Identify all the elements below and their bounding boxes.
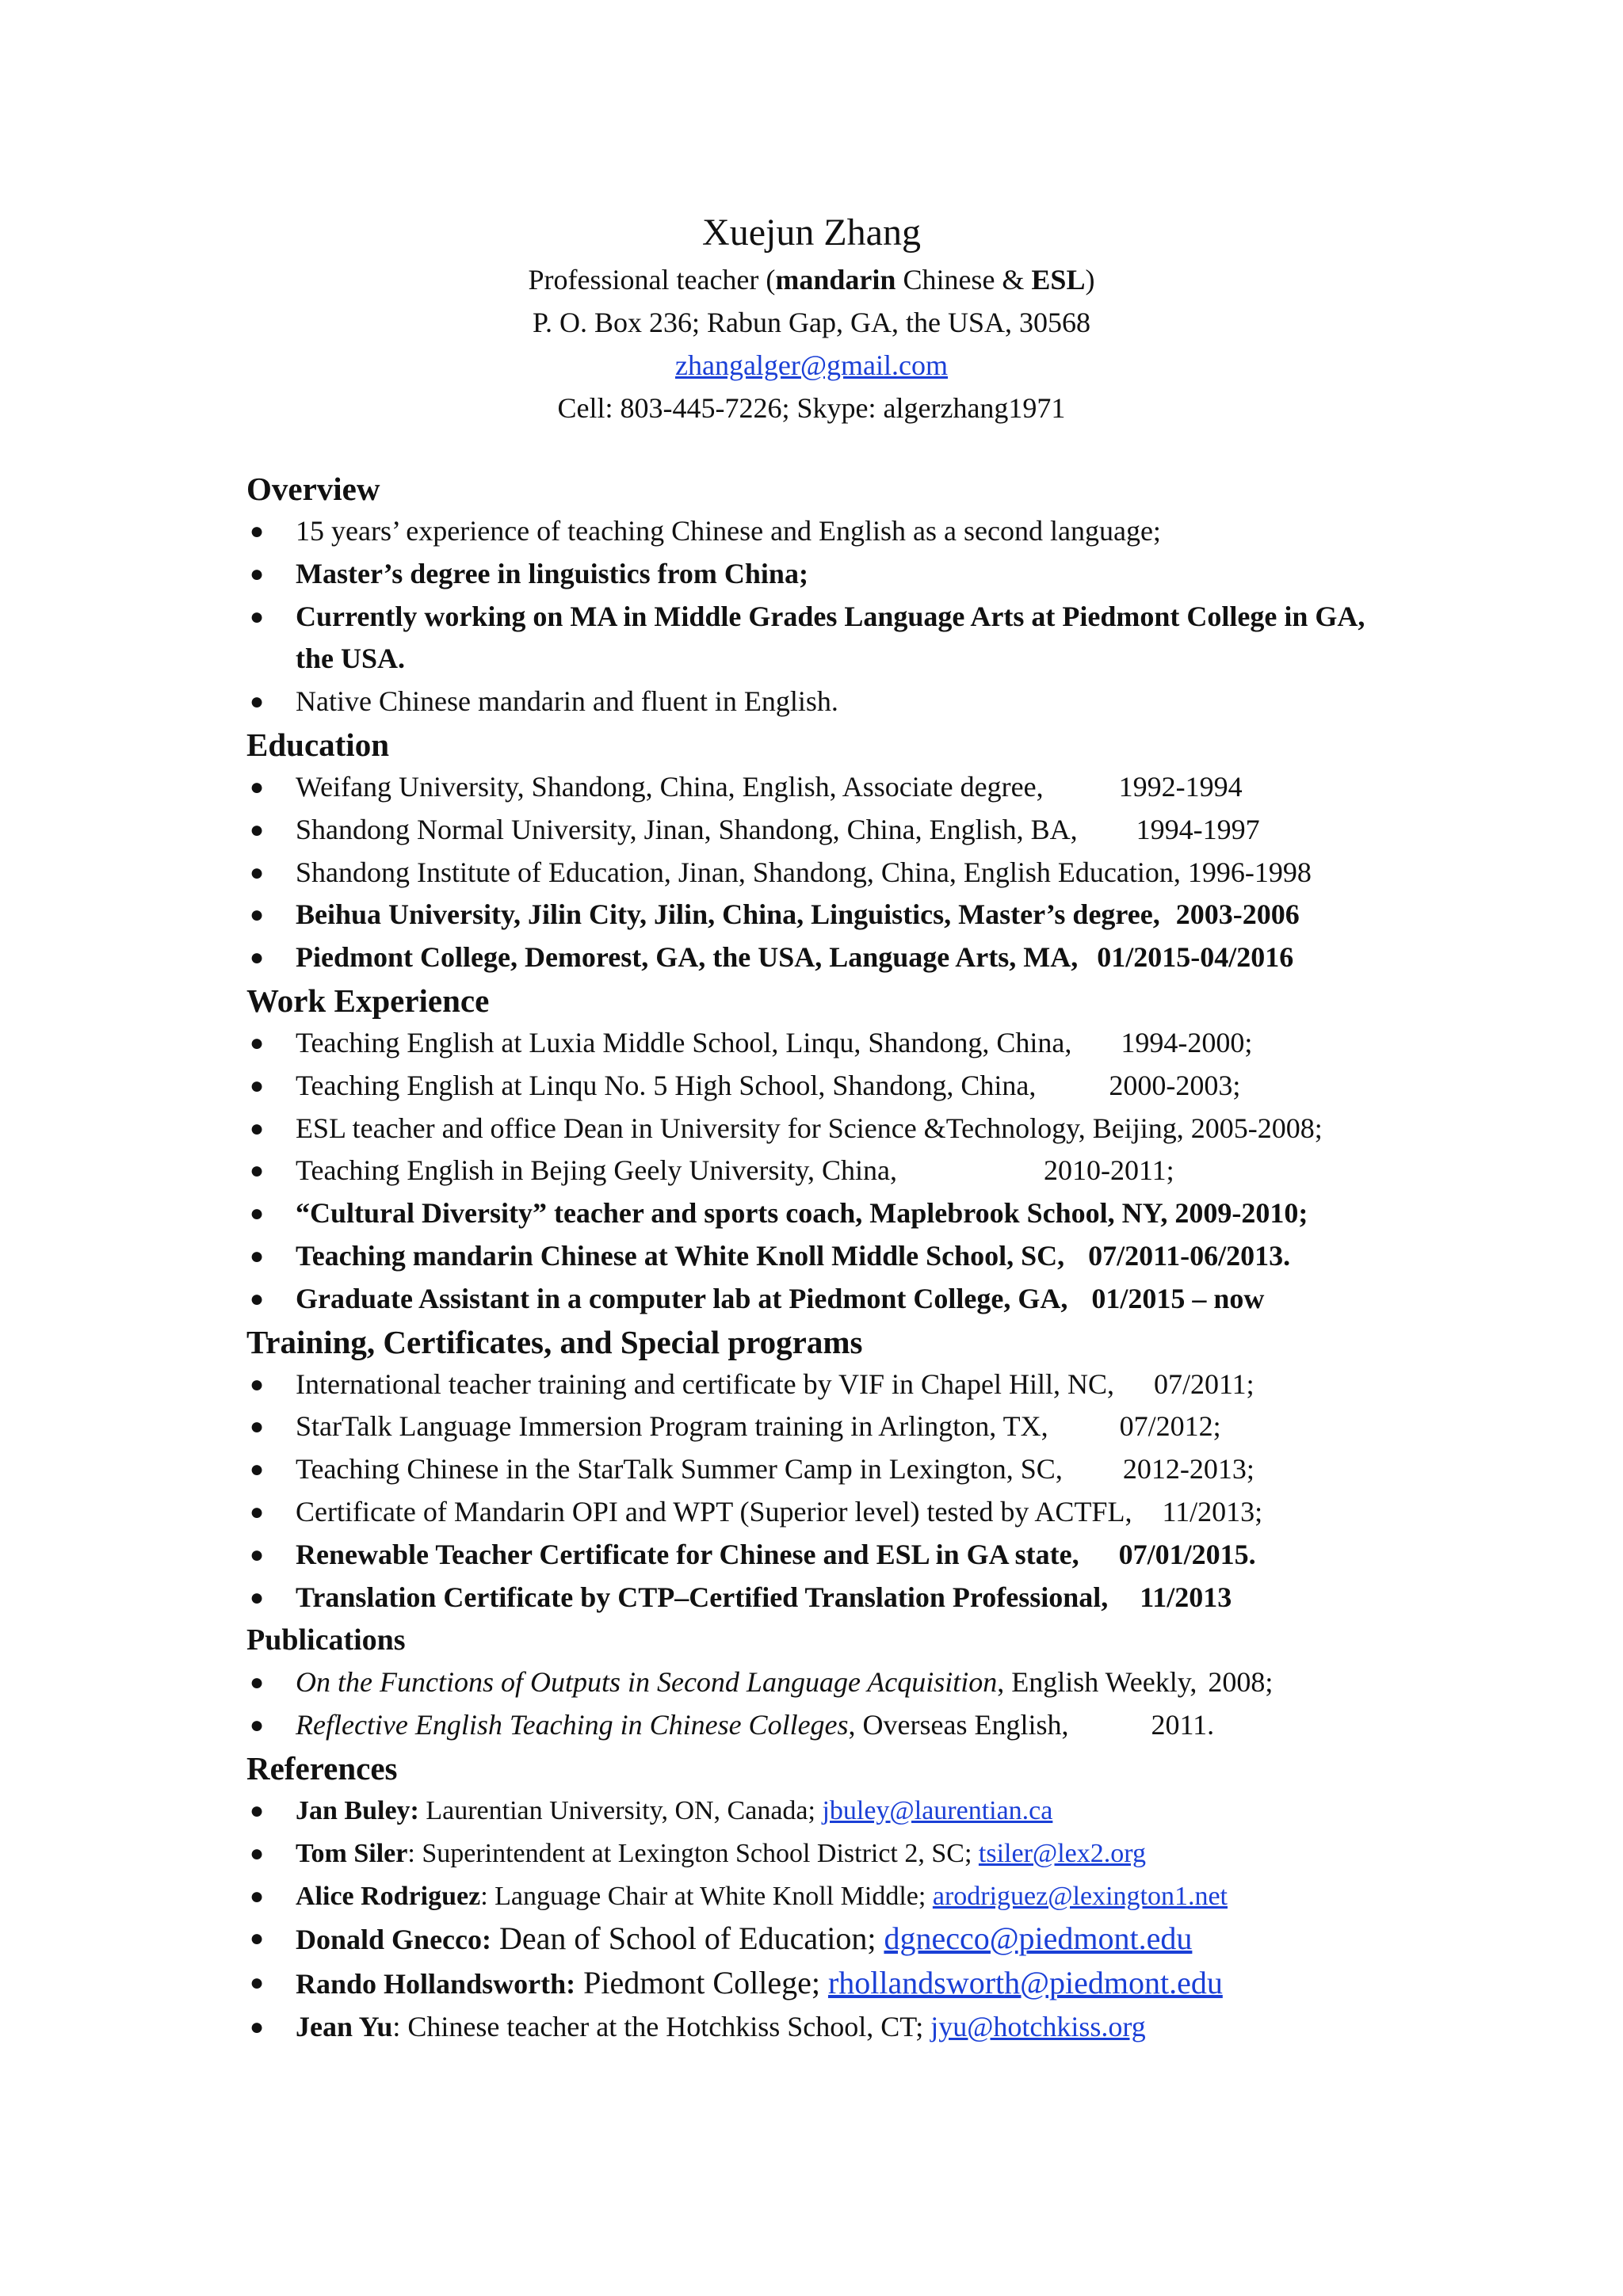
section-heading-education: Education (246, 726, 389, 763)
overview-list (246, 510, 1388, 723)
list-item: ● Shandong Normal University, Jinan, Shandong, China, English, BA, 1994-1997 (246, 809, 1388, 852)
bullet-icon: ● (250, 688, 265, 715)
email-link[interactable]: zhangalger@gmail.com (674, 349, 949, 381)
list-item: ● Jean Yu: Chinese teacher at the Hotchkiss School, CT; jyu@hotchkiss.org (246, 2006, 1388, 2049)
resume-header (0, 208, 1623, 429)
bullet-icon: ● (250, 518, 265, 544)
bullet-icon: ● (250, 1456, 265, 1483)
list-item: ● Piedmont College, Demorest, GA, the USA, Language Arts, MA, 01/2015-04/2016 (246, 936, 1388, 979)
reference-email-link[interactable]: tsiler@lex2.org (978, 1838, 1146, 1868)
training-list (246, 1363, 1388, 1619)
bullet-icon: ● (250, 2013, 265, 2040)
publications-list (246, 1661, 1388, 1747)
education-list (246, 766, 1388, 979)
section-heading-training: Training, Certificates, and Special programs (246, 1323, 863, 1360)
list-item: ● Alice Rodriguez: Language Chair at White Knoll Middle; arodriguez@lexington1.net (246, 1875, 1388, 1918)
bullet-icon: ● (250, 1115, 265, 1142)
bullet-icon: ● (250, 1584, 265, 1611)
list-item: ● Tom Siler: Superintendent at Lexington School District 2, SC; tsiler@lex2.org (246, 1833, 1388, 1875)
bullet-icon: ● (250, 1840, 265, 1867)
list-item: ● Master’s degree in linguistics from China; (246, 553, 1388, 596)
list-item: ● Reflective English Teaching in Chinese Colleges, Overseas English, 2011. (246, 1704, 1388, 1747)
work-list (246, 1022, 1388, 1321)
bullet-icon: ● (250, 1158, 265, 1184)
section-heading-publications: Publications (246, 1623, 406, 1657)
reference-email-link[interactable]: rhollandsworth@piedmont.edu (827, 1965, 1223, 2001)
list-item: ● Teaching English at Luxia Middle School, Linqu, Shandong, China, 1994-2000; (246, 1022, 1388, 1065)
bullet-icon: ● (250, 560, 265, 587)
bullet-icon: ● (250, 1285, 265, 1312)
bullet-icon: ● (250, 1882, 265, 1909)
list-item: ● Translation Certificate by CTP–Certified Translation Professional, 11/2013 (246, 1577, 1388, 1619)
bullet-icon: ● (250, 1413, 265, 1440)
bullet-icon: ● (250, 816, 265, 843)
list-item: ● Certificate of Mandarin OPI and WPT (Superior level) tested by ACTFL, 11/2013; (246, 1491, 1388, 1534)
section-heading-work-experience: Work Experience (246, 982, 490, 1019)
bullet-icon: ● (250, 1925, 265, 1952)
list-item: ● Teaching English in Bejing Geely University, China, 2010-2011; (246, 1150, 1388, 1192)
bullet-icon: ● (250, 1797, 265, 1824)
list-item: ● Currently working on MA in Middle Grades Language Arts at Piedmont College in GA, the USA. (246, 596, 1388, 681)
resume-body (246, 467, 1388, 2049)
bullet-icon: ● (250, 1970, 265, 1997)
reference-email-link[interactable]: jyu@hotchkiss.org (930, 2010, 1146, 2042)
list-item: ● Renewable Teacher Certificate for Chinese and ESL in GA state, 07/01/2015. (246, 1534, 1388, 1577)
list-item: ● StarTalk Language Immersion Program training in Arlington, TX, 07/2012; (246, 1405, 1388, 1448)
bullet-icon: ● (250, 944, 265, 971)
candidate-name: Xuejun Zhang (702, 212, 921, 254)
bullet-icon: ● (250, 603, 265, 630)
reference-email-link[interactable]: jbuley@laurentian.ca (822, 1795, 1053, 1825)
list-item: ● Beihua University, Jilin City, Jilin, China, Linguistics, Master’s degree, 2003-2006 (246, 894, 1388, 936)
bullet-icon: ● (250, 1498, 265, 1525)
list-item: ● Teaching English at Linqu No. 5 High School, Shandong, China, 2000-2003; (246, 1065, 1388, 1108)
section-heading-overview: Overview (246, 471, 380, 507)
list-item: ● Teaching Chinese in the StarTalk Summer Camp in Lexington, SC, 2012-2013; (246, 1448, 1388, 1491)
list-item: ● On the Functions of Outputs in Second Language Acquisition, English Weekly, 2008; (246, 1661, 1388, 1704)
bullet-icon: ● (250, 1541, 265, 1568)
list-item: ● “Cultural Diversity” teacher and sports coach, Maplebrook School, NY, 2009-2010; (246, 1192, 1388, 1235)
bullet-icon: ● (250, 1712, 265, 1739)
bullet-icon: ● (250, 1200, 265, 1227)
bullet-icon: ● (250, 902, 265, 929)
bullet-icon: ● (250, 1371, 265, 1398)
bullet-icon: ● (250, 859, 265, 886)
list-item: ● Native Chinese mandarin and fluent in English. (246, 681, 1388, 723)
reference-email-link[interactable]: dgnecco@piedmont.edu (884, 1920, 1193, 1957)
professional-title: Professional teacher (mandarin Chinese & ESL) (528, 264, 1095, 296)
contact-info: Cell: 803-445-7226; Skype: algerzhang1971 (557, 392, 1066, 424)
section-heading-references: References (246, 1749, 398, 1787)
list-item: ● Teaching mandarin Chinese at White Knoll Middle School, SC, 07/2011-06/2013. (246, 1235, 1388, 1278)
bullet-icon: ● (250, 773, 265, 800)
list-item: ● ESL teacher and office Dean in University for Science &Technology, Beijing, 2005-2008; (246, 1108, 1388, 1150)
list-item: ● Weifang University, Shandong, China, English, Associate degree, 1992-1994 (246, 766, 1388, 809)
bullet-icon: ● (250, 1669, 265, 1696)
list-item: ● Rando Hollandsworth: Piedmont College; rhollandsworth@piedmont.edu (246, 1962, 1388, 2006)
address: P. O. Box 236; Rabun Gap, GA, the USA, 30568 (532, 307, 1090, 338)
email-line (0, 344, 1623, 387)
list-item: ● Jan Buley: Laurentian University, ON, Canada; jbuley@laurentian.ca (246, 1790, 1388, 1833)
list-item: ● Graduate Assistant in a computer lab at Piedmont College, GA, 01/2015 – now (246, 1278, 1388, 1321)
list-item: ● International teacher training and certificate by VIF in Chapel Hill, NC, 07/2011; (246, 1363, 1388, 1406)
list-item: ● Donald Gnecco: Dean of School of Education; dgnecco@piedmont.edu (246, 1917, 1388, 1962)
list-item: ● 15 years’ experience of teaching Chinese and English as a second language; (246, 510, 1388, 553)
bullet-icon: ● (250, 1242, 265, 1269)
bullet-icon: ● (250, 1072, 265, 1099)
references-list (246, 1790, 1388, 2049)
reference-email-link[interactable]: arodriguez@lexington1.net (932, 1881, 1228, 1911)
list-item: ● Shandong Institute of Education, Jinan, Shandong, China, English Education, 1996-1998 (246, 852, 1388, 894)
bullet-icon: ● (250, 1029, 265, 1056)
